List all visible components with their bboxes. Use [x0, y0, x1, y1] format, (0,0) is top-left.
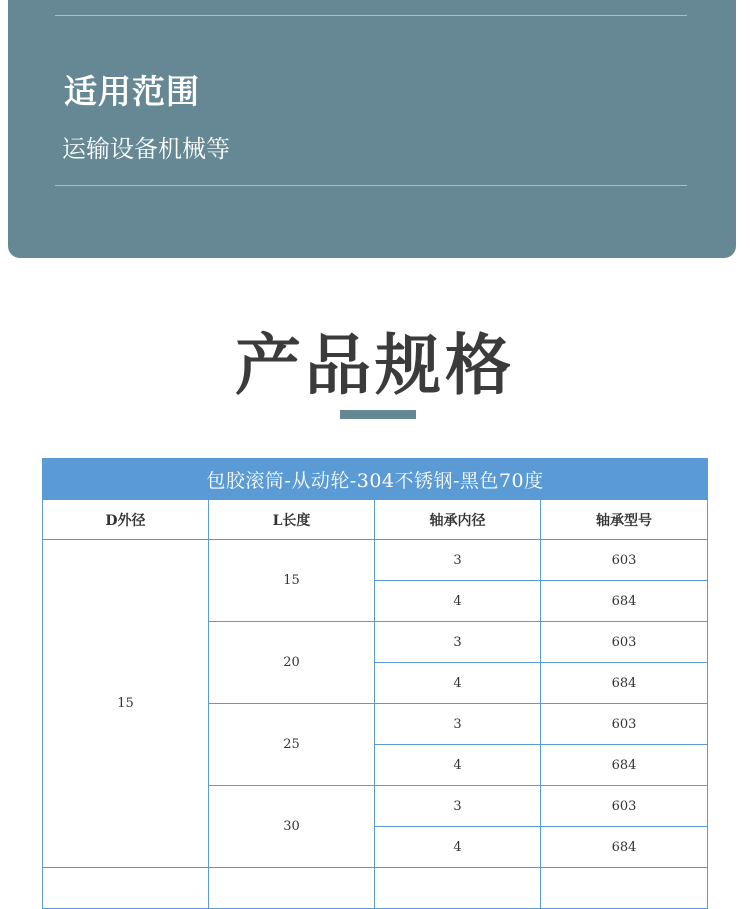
header-bearing-inner: 轴承内径 — [375, 500, 541, 540]
title-underline — [340, 410, 416, 419]
spec-table — [42, 458, 708, 909]
application-banner — [8, 0, 736, 258]
cell-bearing-inner: 3 — [375, 704, 541, 745]
cell-bearing-inner: 4 — [375, 581, 541, 622]
cell-empty — [375, 868, 541, 909]
cell-bearing-model: 684 — [541, 581, 708, 622]
cell-bearing-inner: 3 — [375, 540, 541, 581]
header-outer-diameter: D外径 — [43, 500, 209, 540]
cell-empty — [209, 868, 375, 909]
cell-bearing-inner: 4 — [375, 663, 541, 704]
cell-bearing-inner: 4 — [375, 745, 541, 786]
header-length: L长度 — [209, 500, 375, 540]
banner-description: 运输设备机械等 — [62, 135, 230, 163]
table-caption: 包胶滚筒-从动轮-304不锈钢-黑色70度 — [43, 459, 708, 500]
cell-bearing-inner: 3 — [375, 622, 541, 663]
cell-bearing-model: 603 — [541, 786, 708, 827]
cell-length: 15 — [209, 540, 375, 622]
cell-bearing-inner: 4 — [375, 827, 541, 868]
cell-bearing-inner: 3 — [375, 786, 541, 827]
cell-length: 25 — [209, 704, 375, 786]
cell-bearing-model: 684 — [541, 745, 708, 786]
cell-bearing-model: 684 — [541, 663, 708, 704]
cell-outer-diameter: 15 — [43, 540, 209, 868]
banner-top-divider — [55, 15, 687, 16]
cell-bearing-model: 684 — [541, 827, 708, 868]
cell-bearing-model: 603 — [541, 622, 708, 663]
cell-bearing-model: 603 — [541, 540, 708, 581]
cell-empty — [43, 868, 209, 909]
section-title: 产品规格 — [235, 326, 515, 404]
cell-length: 20 — [209, 622, 375, 704]
cell-length: 30 — [209, 786, 375, 868]
header-bearing-model: 轴承型号 — [541, 500, 708, 540]
banner-bottom-divider — [55, 185, 687, 186]
cell-bearing-model: 603 — [541, 704, 708, 745]
cell-empty — [541, 868, 708, 909]
banner-title: 适用范围 — [64, 72, 200, 111]
